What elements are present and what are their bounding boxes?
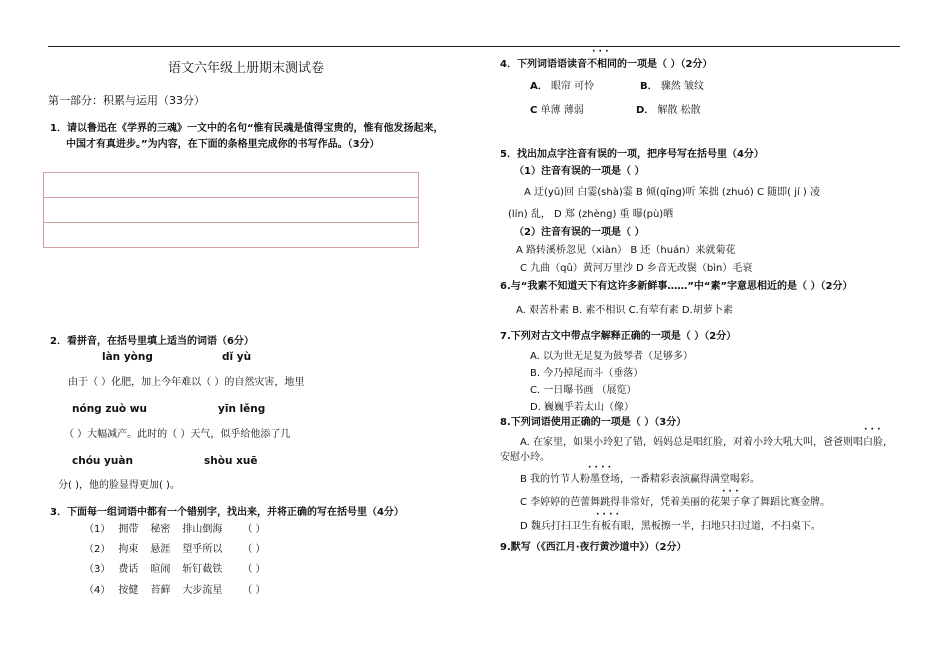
emphasis-dots: · · · [722,487,739,497]
q3-word: 斩钉截铁 [182,564,223,575]
q4-option-b: B． 骤然 皱纹 [640,81,704,92]
q6-options: A. 艰苦朴素 B. 素不相识 C.有荤有素 D.胡萝卜素 [516,305,733,316]
q3-answer-paren[interactable]: （ ） [242,544,266,555]
q3-row-number: （2） [84,544,111,555]
q8-header: 8.下列词语使用正确的一项是（ ）（3分） [500,417,687,428]
q4-header: 4．下列词语语读音不相同的一项是（ ）（2分） [500,59,713,70]
q8-option-b: B 我的竹节人粉墨登场，一番精彩表演赢得满堂喝彩。 [520,474,761,485]
q3-word: 按健 [118,585,139,596]
q2-pinyin-1a: làn yòng [102,351,153,363]
q5-line4: C 九曲（qū）黄河万里沙 D 乡音无改鬓（bìn）毛衰 [520,263,753,274]
q7-option-a: A. 以为世无足复为鼓琴者（足够多） [530,351,694,362]
q3-word: 望乎所以 [182,544,223,555]
grid-line [44,197,418,198]
q3-row-number: （4） [84,585,111,596]
q2-line3: 分( )，他的脸显得更加( )。 [58,480,180,491]
q5-line3: A 路转溪桥忽见（xiàn） B 还（huán）来就菊花 [516,245,736,256]
q5-sub1: （1）注音有误的一项是（ ） [514,166,645,177]
q3-row-4 [84,584,266,598]
q2-pinyin-1b: dǐ yù [222,351,252,363]
q3-answer-paren[interactable]: （ ） [242,585,266,596]
q7-option-c: C. 一日曝书画 （展览） [530,385,637,396]
q7-option-b: B. 今乃掉尾而斗（垂落） [530,368,644,379]
q2-pinyin-3a: chóu yuàn [72,455,133,467]
q3-word: 拥带 [118,524,139,535]
q3-word: 苔藓 [150,585,171,596]
q3-word: 暄闹 [150,564,171,575]
part1-heading: 第一部分：积累与运用（33分） [48,94,205,107]
emphasis-dots: · · · [592,47,609,57]
q1-line1: 1．请以鲁迅在《学界的三魂》一文中的名句“惟有民魂是值得宝贵的，惟有他发扬起来， [50,123,444,134]
q1-line2: 中国才有真进步。”为内容，在下面的条格里完成你的书写作品。（3分） [66,139,380,150]
q3-word: 排山倒海 [182,524,223,535]
q3-word: 悬涯 [150,544,171,555]
writing-grid[interactable] [43,172,419,248]
q2-pinyin-3b: shòu xuē [204,455,258,467]
q5-line2: (lín) 乱， D 郑 (zhèng) 重 曝(pù)晒 [508,209,674,220]
q3-word: 拘束 [118,544,139,555]
q2-pinyin-2a: nóng zuò wu [72,403,147,415]
emphasis-dots: · · · · [588,463,612,473]
q3-word: 大步流星 [182,585,223,596]
q6-header: 6.与“我素不知道天下有这许多新鲜事……”中“素”字意思相近的是（ ）（2分） [500,281,853,292]
emphasis-dots: · · · · [596,510,620,520]
q7-header: 7.下列对古文中带点字解释正确的一项是（ ）（2分） [500,331,737,342]
emphasis-dots: · · · [864,425,881,435]
q8-option-a-line1: A. 在家里，如果小玲犯了错，妈妈总是唱红脸，对着小玲大吼大叫，爸爸则唱白脸， [520,437,894,448]
q2-line1: 由于（ ）化肥，加上今年难以（ ）的自然灾害，地里 [68,377,305,388]
grid-line [44,222,418,223]
q3-answer-paren[interactable]: （ ） [242,564,266,575]
q3-row-number: （1） [84,524,111,535]
q3-word: 费话 [118,564,139,575]
q2-pinyin-2b: yīn lěng [218,403,266,415]
q4-option-a: A． 眼帘 可怜 [530,81,595,92]
q3-word: 秘密 [150,524,171,535]
q5-sub2: （2）注音有误的一项是（ ） [514,227,645,238]
q3-row-2 [84,543,266,557]
q5-line1: A 迂(yū)回 白霎(shà)霎 B 倾(qīng)听 笨拙 (zhuó) C 随即( jí ) 凌 [524,187,821,198]
q3-row-3 [84,563,266,577]
q7-option-d: D. 巍巍乎若太山（像） [530,402,635,413]
q2-line2: （ ）大幅减产。此时的（ ）天气，似乎给他添了几 [64,429,291,440]
q9-header: 9.默写（《西江月·夜行黄沙道中》）（2分） [500,542,687,553]
q2-header: 2．看拼音，在括号里填上适当的词语（6分） [50,336,254,347]
q8-option-c: C 李婷婷的芭蕾舞跳得非常好，凭着美丽的花架子拿了舞蹈比赛金牌。 [520,497,831,508]
q3-answer-paren[interactable]: （ ） [242,524,266,535]
q3-row-1 [84,523,266,537]
page-title: 语文六年级上册期末测试卷 [168,61,325,76]
q4-option-d: D． 解散 松散 [636,105,701,116]
q5-header: 5．找出加点字注音有误的一项，把序号写在括号里（4分） [500,149,764,160]
q4-option-c: C 单薄 薄弱 [530,105,584,116]
q8-option-d: D 魏兵打扫卫生有板有眼，黑板擦一半，扫地只扫过道，不扫桌下。 [520,521,821,532]
q3-header: 3．下面每一组词语中都有一个错别字，找出来，并将正确的写在括号里（4分） [50,507,404,518]
q8-option-a-line2: 安慰小玲。 [500,452,550,463]
top-rule [48,46,900,47]
q3-row-number: （3） [84,564,111,575]
